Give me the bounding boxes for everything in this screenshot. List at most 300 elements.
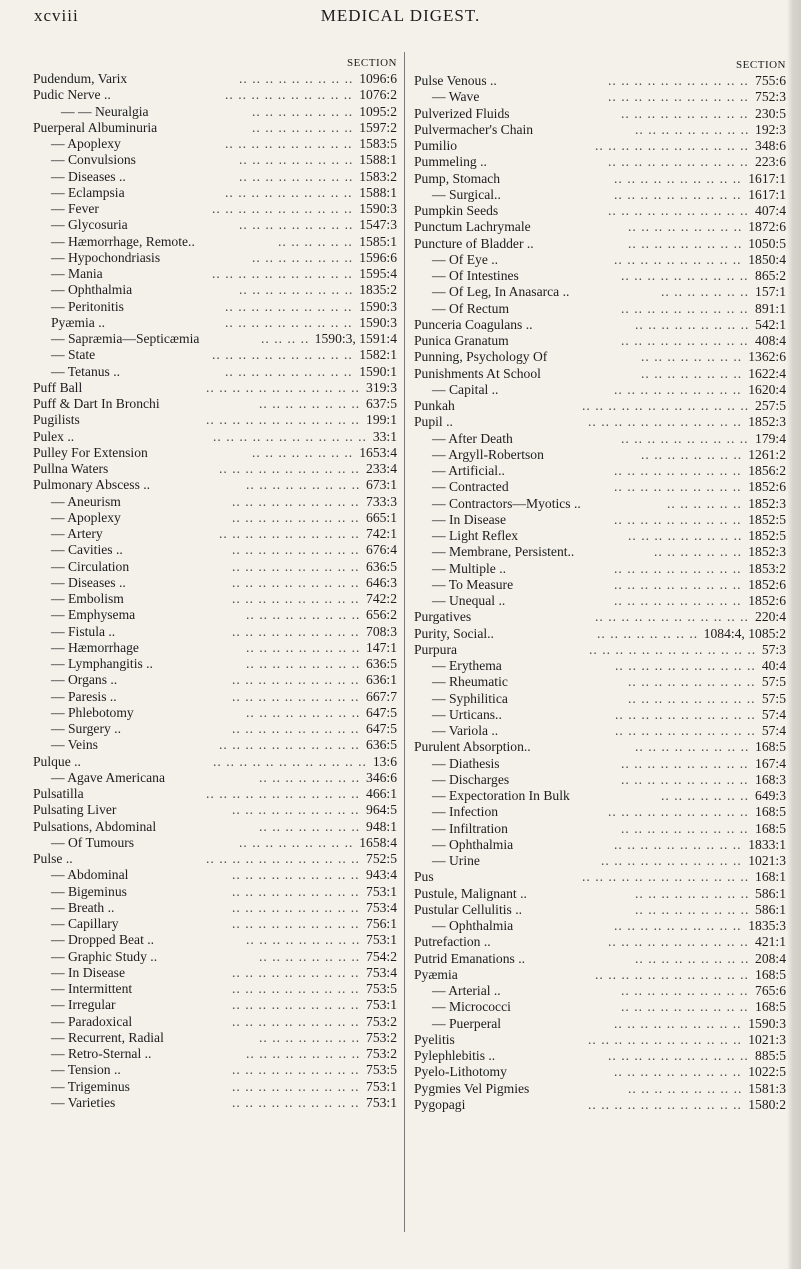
dot-leader: .. .. .. .. .. .. .. .. .. <box>246 607 361 623</box>
index-term: — Embolism <box>51 591 124 606</box>
section-reference: 1617:1 <box>748 170 786 186</box>
index-term: Purulent Absorption.. <box>414 739 531 755</box>
section-reference: 1022:5 <box>748 1064 786 1080</box>
index-term: — Wave <box>432 89 480 105</box>
index-entry <box>33 884 397 900</box>
index-entry <box>33 1014 397 1030</box>
dot-leader: .. .. .. .. .. .. .. .. .. <box>239 152 354 168</box>
index-entry <box>414 756 786 772</box>
section-reference: 586:1 <box>755 885 786 901</box>
dot-leader: .. .. .. .. .. .. .. <box>654 544 742 560</box>
index-entry <box>33 640 397 656</box>
index-entry <box>33 997 397 1013</box>
index-term: — Surgical.. <box>432 186 501 202</box>
index-entry <box>33 981 397 997</box>
section-reference: 756:1 <box>366 916 397 931</box>
index-entry <box>414 837 786 853</box>
dot-leader: .. .. .. .. .. .. .. .. .. .. .. <box>601 853 742 868</box>
index-term: Pyelitis <box>414 1031 455 1047</box>
dot-leader: .. .. .. .. .. .. .. .. .. .. <box>232 883 360 899</box>
section-reference: 199:1 <box>366 412 397 428</box>
section-reference: 223:6 <box>755 154 786 170</box>
index-term: — Membrane, Persistent.. <box>432 544 575 560</box>
index-term: — — Neuralgia <box>61 103 149 119</box>
index-term: — Phlebotomy <box>51 704 134 720</box>
section-reference: 754:2 <box>366 948 397 964</box>
index-entry <box>33 559 397 575</box>
index-term: Pulmonary Abscess .. <box>33 477 151 493</box>
dot-leader: .. .. .. .. .. .. .. .. .. .. <box>614 1015 742 1031</box>
index-term: Pumilio <box>414 138 458 153</box>
index-entry <box>33 331 397 347</box>
index-entry <box>414 577 786 593</box>
index-entry <box>33 737 397 753</box>
dot-leader: .. .. .. .. .. .. .. .. .. .. <box>621 755 749 771</box>
index-entry <box>414 561 786 577</box>
section-reference: 1590:1 <box>359 363 397 379</box>
section-reference: 1050:5 <box>748 235 786 251</box>
section-reference: 964:5 <box>366 802 397 818</box>
dot-leader: .. .. .. .. .. .. .. .. .. .. <box>232 591 360 606</box>
section-reference: 1852:3 <box>748 414 786 430</box>
dot-leader: .. .. .. .. .. .. .. .. .. <box>635 901 750 917</box>
index-entry <box>33 672 397 688</box>
section-reference: 1021:3 <box>748 853 786 868</box>
dot-leader: .. .. .. .. .. .. .. .. .. .. <box>621 300 749 316</box>
index-entry <box>414 1048 786 1064</box>
index-term: Puncture of Bladder .. <box>414 235 534 251</box>
section-reference: 57:3 <box>761 641 786 657</box>
section-reference: 408:4 <box>755 333 786 348</box>
index-entry <box>33 510 397 526</box>
dot-leader: .. .. .. .. .. .. .. .. .. .. <box>232 997 360 1013</box>
index-term: — Circulation <box>51 558 130 574</box>
dot-leader: .. .. .. .. .. .. <box>667 495 742 511</box>
dot-leader: .. .. .. .. .. .. .. .. .. .. <box>225 184 353 200</box>
index-entry <box>414 593 786 609</box>
index-term: — Capital .. <box>432 381 499 397</box>
dot-leader: .. .. .. .. .. .. .. <box>661 284 749 300</box>
dot-leader: .. .. .. .. .. .. .. .. <box>259 948 361 964</box>
index-term: — Eclampsia <box>51 184 125 200</box>
section-reference: 1583:2 <box>359 168 397 184</box>
section-reference: 753:1 <box>366 1078 397 1094</box>
index-term: — Ophthalmia <box>432 836 514 852</box>
dot-leader: .. .. .. .. .. .. .. .. .. .. <box>225 314 353 330</box>
index-term: — Agave Americana <box>51 769 165 785</box>
index-entry <box>33 542 397 558</box>
index-term: — Varieties <box>51 1094 116 1110</box>
section-reference: 179:4 <box>755 430 786 446</box>
dot-leader: .. .. .. .. .. .. .. .. .. .. .. <box>608 1048 749 1063</box>
index-entry <box>414 1064 786 1080</box>
section-reference: 230:5 <box>755 105 786 121</box>
index-entry <box>414 73 786 89</box>
dot-leader: .. .. .. .. .. .. .. .. .. <box>246 1046 361 1061</box>
section-reference: 168:5 <box>755 820 786 836</box>
index-entry <box>33 867 397 883</box>
index-entry <box>33 364 397 380</box>
index-entry <box>33 770 397 786</box>
section-reference: 1585:1 <box>359 233 397 249</box>
index-entry <box>414 284 786 300</box>
dot-leader: .. .. .. .. .. .. .. .. .. .. .. .. <box>588 1031 742 1047</box>
section-reference: 542:1 <box>755 316 786 332</box>
index-entry <box>33 71 397 87</box>
section-reference: 1590:3 <box>748 1015 786 1031</box>
index-entry <box>33 282 397 298</box>
index-entry <box>33 104 397 120</box>
section-reference: 168:5 <box>755 966 786 982</box>
index-entry <box>414 934 786 950</box>
page-header <box>0 4 801 30</box>
index-term: Pulverized Fluids <box>414 105 510 121</box>
dot-leader: .. .. .. .. .. .. .. .. .. .. <box>232 867 360 883</box>
section-reference: 742:2 <box>366 591 397 606</box>
section-reference: 157:1 <box>755 284 786 300</box>
section-reference: 649:3 <box>755 788 786 803</box>
dot-leader: .. .. .. .. .. .. .. .. .. .. .. .. <box>595 138 749 153</box>
section-reference: 673:1 <box>366 477 397 493</box>
index-entry <box>33 396 397 412</box>
section-reference: 753:5 <box>366 1062 397 1078</box>
dot-leader: .. .. .. .. .. .. .. .. .. .. .. <box>608 89 749 105</box>
index-term: — Of Tumours <box>51 834 135 850</box>
section-reference: 1076:2 <box>359 87 397 103</box>
section-reference: 1580:2 <box>748 1096 786 1112</box>
section-reference: 1596:6 <box>359 249 397 265</box>
index-term: — Organs .. <box>51 672 118 688</box>
index-entry <box>414 902 786 918</box>
index-term: — Expectoration In Bulk <box>432 788 570 803</box>
dot-leader: .. .. .. .. .. .. .. .. .. .. <box>232 1094 360 1110</box>
section-reference: 753:1 <box>366 997 397 1013</box>
section-reference: 466:1 <box>366 786 397 801</box>
dot-leader: .. .. .. .. .. .. .. .. .. .. <box>621 333 749 348</box>
dot-leader: .. .. .. .. .. .. .. .. .. .. <box>614 560 742 576</box>
index-entry <box>33 916 397 932</box>
index-term: Punkah <box>414 398 455 413</box>
dot-leader: .. .. .. .. .. .. .. .. .. .. <box>232 574 360 590</box>
dot-leader: .. .. .. .. .. .. .. .. <box>641 446 743 462</box>
index-term: — Tetanus .. <box>51 363 121 379</box>
index-term: — Emphysema <box>51 607 136 623</box>
index-term: Pyæmia <box>414 966 458 982</box>
dot-leader: .. .. .. .. .. .. .. .. <box>641 365 743 381</box>
dot-leader: .. .. .. .. .. .. .. .. .. .. <box>614 463 742 478</box>
index-entry <box>33 526 397 542</box>
index-term: Pus <box>414 869 434 885</box>
index-entry <box>414 219 786 235</box>
dot-leader: .. .. .. .. .. .. .. .. .. .. <box>232 542 360 558</box>
index-entry <box>414 772 786 788</box>
index-term: Puff Ball <box>33 379 83 395</box>
dot-leader: .. .. .. .. .. .. .. .. .. .. <box>614 511 742 527</box>
section-reference: 257:5 <box>755 398 786 413</box>
index-entry <box>33 461 397 477</box>
section-column-label: SECTION <box>736 59 786 71</box>
index-entry <box>414 106 786 122</box>
section-reference: 168:3 <box>755 771 786 787</box>
dot-leader: .. .. .. .. .. .. .. .. .. .. .. .. .. <box>582 398 750 413</box>
section-reference: 1362:6 <box>748 349 786 365</box>
dot-leader: .. .. .. .. .. .. .. .. .. .. .. .. <box>213 428 367 444</box>
index-entry <box>33 1046 397 1062</box>
index-term: — Ophthalmia <box>432 918 514 933</box>
dot-leader: .. .. .. .. .. .. .. .. .. .. <box>232 899 360 915</box>
section-reference: 753:4 <box>366 899 397 915</box>
index-term: — Retro-Sternal .. <box>51 1046 152 1061</box>
dot-leader: .. .. .. .. .. .. .. .. .. <box>239 834 354 850</box>
index-entry <box>33 835 397 851</box>
section-reference: 646:3 <box>366 574 397 590</box>
index-term: Purgatives <box>414 609 472 625</box>
index-term: — Syphilitica <box>432 690 508 706</box>
index-term: — Capillary <box>51 916 119 931</box>
dot-leader: .. .. .. .. .. .. .. .. .. .. <box>614 251 742 267</box>
index-term: Pygmies Vel Pigmies <box>414 1080 530 1096</box>
section-reference: 40:4 <box>761 658 786 673</box>
dot-leader: .. .. .. .. .. .. .. .. .. .. .. .. <box>206 786 360 801</box>
dot-leader: .. .. .. .. .. .. .. .. .. .. <box>614 170 742 186</box>
index-column-right <box>414 56 786 1113</box>
section-reference: 1095:2 <box>359 103 397 119</box>
index-term: — Dropped Beat .. <box>51 932 155 948</box>
index-term: Pudendum, Varix <box>33 71 128 86</box>
index-entry <box>33 234 397 250</box>
index-term: — Apoplexy <box>51 136 121 151</box>
index-entry <box>414 447 786 463</box>
index-entry <box>33 802 397 818</box>
index-entry <box>33 721 397 737</box>
index-term: Punica Granatum <box>414 333 509 348</box>
index-term: Pulsatilla <box>33 786 84 801</box>
index-entry <box>33 900 397 916</box>
section-reference: 885:5 <box>755 1048 786 1063</box>
dot-leader: .. .. .. .. .. .. .. .. .. <box>246 656 361 671</box>
dot-leader: .. .. .. .. .. .. .. .. .. .. <box>628 674 756 690</box>
index-entry <box>414 122 786 138</box>
section-reference: 1617:1 <box>748 186 786 202</box>
index-entry <box>414 804 786 820</box>
section-reference: 667:7 <box>366 688 397 704</box>
index-term: — Breath .. <box>51 899 115 915</box>
index-term: — Hypochondriasis <box>51 249 161 265</box>
section-reference: 1620:4 <box>748 381 786 397</box>
index-term: — Glycosuria <box>51 217 128 233</box>
index-entry <box>414 674 786 690</box>
index-term: Pudic Nerve .. <box>33 87 111 103</box>
index-term: — Graphic Study .. <box>51 948 158 964</box>
index-term: Pygopagi <box>414 1096 466 1112</box>
index-term: — Contracted <box>432 479 509 495</box>
index-term: Pulse Venous .. <box>414 73 497 88</box>
section-reference: 742:1 <box>366 526 397 541</box>
index-entry <box>414 1097 786 1113</box>
dot-leader: .. .. .. .. .. .. .. .. .. .. <box>621 983 749 998</box>
index-entry <box>33 380 397 396</box>
dot-leader: .. .. .. .. .. .. .. .. .. .. <box>225 298 353 314</box>
index-term: Pyelo-Lithotomy <box>414 1064 507 1080</box>
section-reference: 865:2 <box>755 268 786 283</box>
dot-leader: .. .. .. .. .. .. .. .. .. .. .. .. .. <box>582 869 750 885</box>
dot-leader: .. .. .. .. .. .. .. .. .. .. <box>621 999 749 1015</box>
index-entry <box>414 236 786 252</box>
index-term: — Arterial .. <box>432 983 501 998</box>
index-term: — Recurrent, Radial <box>51 1029 164 1045</box>
section-reference: 1852:6 <box>748 593 786 608</box>
index-entry <box>414 544 786 560</box>
index-entry <box>33 477 397 493</box>
section-reference: 1096:6 <box>359 71 397 86</box>
dot-leader: .. .. .. .. .. .. .. .. <box>597 625 699 641</box>
section-reference: 753:1 <box>366 1094 397 1110</box>
index-entry <box>414 89 786 105</box>
index-term: — State <box>51 347 96 363</box>
index-entry <box>414 414 786 430</box>
dot-leader: .. .. .. .. .. .. .. .. <box>259 1029 361 1045</box>
index-entry <box>33 949 397 965</box>
dot-leader: .. .. .. .. .. .. .. .. <box>259 396 361 411</box>
dot-leader: .. .. .. .. .. .. .. .. .. .. .. .. .. <box>589 641 757 657</box>
section-reference: 948:1 <box>366 818 397 834</box>
dot-leader: .. .. .. .. .. .. .. .. <box>259 769 361 785</box>
index-entry <box>414 999 786 1015</box>
index-term: Pump, Stomach <box>414 170 501 186</box>
section-reference: 752:5 <box>366 851 397 866</box>
section-reference: 636:5 <box>366 737 397 753</box>
index-term: Pulsations, Abdominal <box>33 818 157 834</box>
section-reference: 1590:3 <box>359 314 397 330</box>
section-reference: 943:4 <box>366 867 397 883</box>
index-entry <box>414 171 786 187</box>
index-entry <box>33 429 397 445</box>
section-reference: 168:5 <box>755 999 786 1015</box>
index-entry <box>414 691 786 707</box>
index-entry <box>414 1081 786 1097</box>
section-reference: 665:1 <box>366 509 397 525</box>
index-term: — Abdominal <box>51 867 129 883</box>
section-reference: 708:3 <box>366 623 397 639</box>
section-reference: 891:1 <box>755 300 786 316</box>
section-reference: 220:4 <box>755 609 786 625</box>
section-reference: 167:4 <box>755 755 786 771</box>
index-term: — Paresis .. <box>51 688 117 704</box>
section-reference: 1852:6 <box>748 576 786 592</box>
index-term: — Puerperal <box>432 1015 502 1031</box>
index-term: Pulley For Extension <box>33 444 148 460</box>
section-reference: 1653:4 <box>359 444 397 460</box>
section-reference: 147:1 <box>366 639 397 655</box>
index-term: — Light Reflex <box>432 528 519 543</box>
index-entry <box>33 266 397 282</box>
section-reference: 1852:3 <box>748 495 786 511</box>
index-term: — Erythema <box>432 658 502 673</box>
index-term: — Fever <box>51 201 99 216</box>
index-entry <box>33 607 397 623</box>
dot-leader: .. .. .. .. .. .. .. .. .. .. <box>232 688 360 704</box>
section-reference: 1833:1 <box>748 836 786 852</box>
section-reference: 733:3 <box>366 493 397 509</box>
section-reference: 233:4 <box>366 461 397 476</box>
section-reference: 1622:4 <box>748 365 786 381</box>
index-entry <box>414 431 786 447</box>
index-entry <box>33 250 397 266</box>
dot-leader: .. .. .. .. .. .. .. .. .. <box>635 121 750 137</box>
index-term: Punctum Lachrymale <box>414 219 531 235</box>
index-term: — Convulsions <box>51 152 136 168</box>
index-term: Puerperal Albuminuria <box>33 119 158 135</box>
dot-leader: .. .. .. .. .. .. .. .. .. <box>239 217 354 233</box>
section-reference: 1590:3 <box>359 201 397 216</box>
dot-leader: .. .. .. .. .. .. .. .. <box>252 103 354 119</box>
dot-leader: .. .. .. .. .. .. .. .. .. .. .. <box>608 203 749 218</box>
index-term: Putrid Emanations .. <box>414 950 526 966</box>
index-entry <box>414 512 786 528</box>
index-entry <box>33 819 397 835</box>
dot-leader: .. .. .. .. .. .. .. .. .. .. .. .. <box>595 609 749 625</box>
dot-leader: .. .. .. .. .. .. .. .. .. .. .. .. <box>588 1096 742 1112</box>
index-term: Pupil .. <box>414 414 453 430</box>
dot-leader: .. .. .. .. .. .. .. .. .. .. <box>232 558 360 574</box>
index-entry <box>33 217 397 233</box>
index-term: — Urticans.. <box>432 706 502 722</box>
index-entry <box>414 349 786 365</box>
section-reference: 192:3 <box>755 121 786 137</box>
dot-leader: .. .. .. .. .. .. .. .. .. .. <box>628 690 756 706</box>
index-entry <box>414 333 786 349</box>
index-entry <box>33 575 397 591</box>
index-term: — Diathesis <box>432 755 500 771</box>
dot-leader: .. .. .. .. .. .. .. .. .. .. .. <box>219 526 360 541</box>
dot-leader: .. .. .. .. .. .. .. .. .. .. .. <box>615 658 756 673</box>
index-term: Pulvermacher's Chain <box>414 121 534 137</box>
dot-leader: .. .. .. .. .. .. .. .. .. .. .. <box>608 804 749 820</box>
index-term: — Of Leg, In Anasarca .. <box>432 284 570 300</box>
section-reference: 1852:3 <box>748 544 786 560</box>
index-term: — Unequal .. <box>432 593 506 608</box>
index-entry <box>33 299 397 315</box>
dot-leader: .. .. .. .. .. .. .. .. .. <box>628 1080 743 1096</box>
dot-leader: .. .. .. .. .. .. .. .. .. .. <box>232 493 360 509</box>
index-term: — Veins <box>51 737 98 753</box>
index-term: — Cavities .. <box>51 542 123 558</box>
index-entry <box>414 951 786 967</box>
dot-leader: .. .. .. .. .. .. .. .. .. .. <box>232 672 360 688</box>
index-entry <box>33 185 397 201</box>
dot-leader: .. .. .. .. .. .. .. .. .. .. <box>232 1062 360 1078</box>
dot-leader: .. .. .. .. .. .. .. .. .. .. .. <box>212 266 353 281</box>
dot-leader: .. .. .. .. .. .. .. .. .. .. .. <box>212 201 353 216</box>
dot-leader: .. .. .. .. .. .. .. .. .. .. <box>614 381 742 397</box>
dot-leader: .. .. .. .. .. .. .. .. .. .. <box>232 802 360 818</box>
section-reference: 407:4 <box>755 203 786 218</box>
dot-leader: .. .. .. .. .. .. .. .. .. .. <box>621 430 749 446</box>
section-reference: 752:3 <box>755 89 786 105</box>
index-entry <box>33 705 397 721</box>
index-term: — Fistula .. <box>51 623 116 639</box>
section-reference: 1835:2 <box>359 282 397 298</box>
dot-leader: .. .. .. .. .. .. .. .. .. .. <box>621 820 749 836</box>
section-reference: 168:5 <box>755 739 786 755</box>
dot-leader: .. .. .. .. .. .. .. .. .. <box>628 219 743 235</box>
index-entry <box>33 624 397 640</box>
index-entry <box>33 347 397 363</box>
section-reference: 753:1 <box>366 932 397 948</box>
index-term: — Infiltration <box>432 820 508 836</box>
dot-leader: .. .. .. .. .. .. .. .. .. .. .. .. <box>206 412 360 428</box>
index-term: Putrefaction .. <box>414 934 491 950</box>
